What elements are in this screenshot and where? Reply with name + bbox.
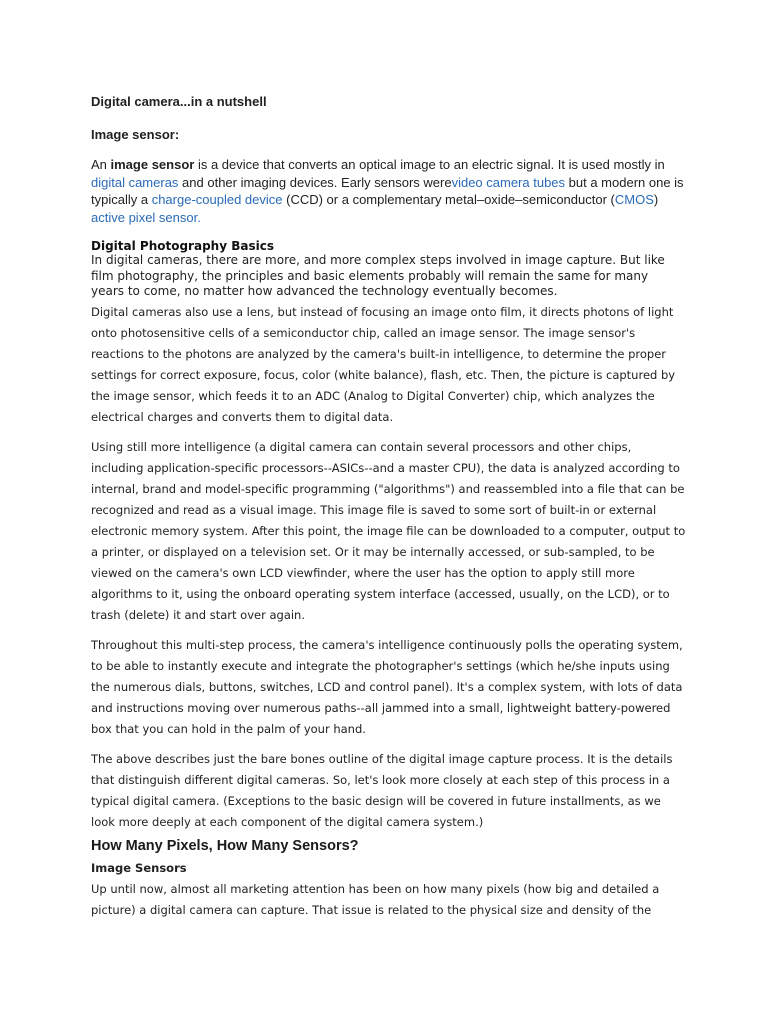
image-sensor-heading: Image sensor: <box>91 127 180 142</box>
image-sensor-term: image sensor <box>110 157 195 172</box>
document-title: Digital camera...in a nutshell <box>91 94 267 109</box>
link-cmos[interactable]: CMOS <box>614 192 654 207</box>
digital-photography-basics-heading: Digital Photography Basics <box>91 239 274 253</box>
basics-intro-paragraph: In digital cameras, there are more, and more complex steps involved in image capture. But like film photography, the principles and basic elements probably will remain the same for many years to come, no matter how advanced the technology eventually becomes. <box>91 253 665 298</box>
link-active-pixel-sensor[interactable]: active pixel sensor. <box>91 209 201 225</box>
how-many-pixels-heading: How Many Pixels, How Many Sensors? <box>91 838 359 854</box>
intro-text-2: and other imaging devices. Early sensors were <box>178 174 452 190</box>
body-paragraph-intelligence: Using still more intelligence (a digital camera can contain several processors and other chips, including application-specific processors--ASICs--and a master CPU), the data is analyzed according to internal, brand and model-specific programming ("algorithms") and reassembled into a file that can be recognized and read as a visual image. This image file is saved to some sort of built-in or external electronic memory system. After this point, the image file can be downloaded to a computer, output to a printer, or displayed on a television set. Or it may be internally accessed, or sub-sampled, to be viewed on the camera's own LCD viewfinder, where the user has the option to apply still more algorithms to it, using the onboard operating system interface (accessed, usually, on the LCD), or to trash (delete) it and start over again. <box>91 440 686 622</box>
body-paragraph-multi-step: Throughout this multi-step process, the camera's intelligence continuously polls the operating system, to be able to instantly execute and integrate the photographer's settings (which he/she inputs using the numerous dials, buttons, switches, LCD and control panel). It's a complex system, with lots of data and instructions moving over numerous paths--all jammed into a small, lightweight battery-powered box that you can hold in the palm of your hand. <box>91 638 683 736</box>
body-paragraph-lens: Digital cameras also use a lens, but instead of focusing an image onto film, it directs photons of light onto photosensitive cells of a semiconductor chip, called an image sensor. The image sensor's reactions to the photons are analyzed by the camera's built-in intelligence, to determine the proper settings for correct exposure, focus, color (white balance), flash, etc. Then, the picture is captured by the image sensor, which feeds it to an ADC (Analog to Digital Converter) chip, which analyzes the electrical charges and converts them to digital data. <box>91 305 676 424</box>
link-charge-coupled-device[interactable]: charge-coupled device <box>151 192 283 207</box>
link-digital-cameras[interactable]: digital cameras <box>91 174 179 190</box>
body-paragraph-pixels: Up until now, almost all marketing attention has been on how many pixels (how big and detailed a picture) a digital camera can capture. That issue is related to the physical size and density of the <box>91 882 660 917</box>
link-video-camera-tubes[interactable]: video camera tubes <box>451 174 566 190</box>
image-sensor-intro-paragraph <box>91 156 691 226</box>
image-sensors-subheading: Image Sensors <box>91 861 187 875</box>
intro-text-4: (CCD) or a complementary metal–oxide–semiconductor ( <box>282 192 615 207</box>
intro-text-5: ) <box>653 192 659 207</box>
intro-text-an: An <box>91 157 111 172</box>
body-paragraph-bare-bones: The above describes just the bare bones outline of the digital image capture process. It is the details that distinguish different digital cameras. So, let's look more closely at each step of this process in a typical digital camera. (Exceptions to the basic design will be covered in future installments, as we look more deeply at each component of the digital camera system.) <box>91 752 673 829</box>
intro-text-3: but a modern one is typically a <box>91 174 684 207</box>
intro-text-1: is a device that converts an optical image to an electric signal. It is used mostly in <box>194 157 665 172</box>
